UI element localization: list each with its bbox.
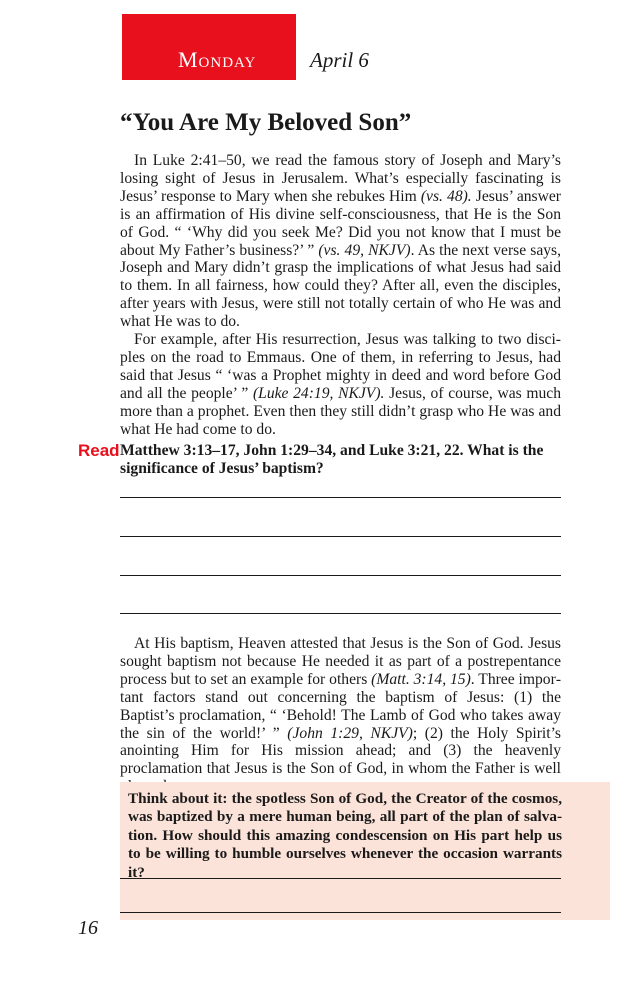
- answer-line[interactable]: [120, 536, 561, 537]
- day-label: Monday: [178, 47, 257, 72]
- lesson-body-part-2: [120, 635, 561, 796]
- day-banner: [122, 14, 296, 80]
- paragraph: [120, 635, 561, 796]
- lesson-title: “You Are My Beloved Son”: [120, 109, 412, 136]
- citation: (vs. 49, NKJV): [318, 241, 411, 259]
- page-number: 16: [78, 917, 98, 939]
- answer-line[interactable]: [120, 912, 561, 913]
- citation: (John 1:29, NKJV): [287, 724, 413, 742]
- answer-line[interactable]: [120, 613, 561, 614]
- text-run: At His baptism, Heaven attested that Jesus is the Son of God. Jesus sought baptism not because He needed it as part of a postrepentance process but to set an example for others: [120, 635, 561, 688]
- text-run: In Luke 2:41–50, we read the famous story of Joseph and Mary’s losing sight of Jesus in Jerusalem. What’s especially fascinating is Jesus’ response to Mary when she rebukes Him: [120, 152, 561, 205]
- date-label: April 6: [310, 48, 369, 72]
- read-question-text: Matthew 3:13–17, John 1:29–34, and Luke 3:21, 22. What is the significance of Jesus’ baptism?: [120, 442, 544, 477]
- answer-line[interactable]: [120, 878, 561, 879]
- paragraph: [120, 331, 561, 438]
- citation: (Matt. 3:14, 15): [371, 670, 471, 688]
- text-run: Jesus’ answer is an affirmation of His divine self-consciousness, that He is the Son of God. “ ‘Why did you seek Me? Did you not know that I must be about My Father’s business?’ ”: [120, 187, 561, 259]
- paragraph: [120, 152, 561, 331]
- text-run: For example, after His resurrection, Jesus was talking to two disciples on the road to Emmaus. One of them, in referring to Jesus, had said that Jesus “ ‘was a Prophet mighty in deed and word before God and all the people’ ”: [120, 331, 561, 402]
- text-run: Jesus, of course, was much more than a prophet. Even then they still didn’t grasp who He was and what He had come to do.: [120, 384, 562, 438]
- think-about-it-box: [120, 782, 610, 920]
- answer-line[interactable]: [120, 497, 561, 498]
- citation: (vs. 48).: [420, 187, 472, 205]
- text-run: . As the next verse says, Joseph and Mary didn’t grasp the implications of what Jesus had said to them. In all fairness, how could they? After all, even the disciples, after years with Jesus, were still not totally certain of who He was and what He was to do.: [120, 241, 561, 331]
- answer-line[interactable]: [120, 575, 561, 576]
- citation: (Luke 24:19, NKJV).: [252, 384, 385, 402]
- read-label: Read: [78, 441, 120, 460]
- text-run: ; (2) the Holy Spirit’s anointing Him for His mission ahead; and (3) the heavenly proclamation that Jesus is the Son of God, in whom the Father is well: [120, 724, 561, 778]
- think-about-it-text: Think about it: the spotless Son of God, the Creator of the cosmos, was baptized by a mere human being, all part of the plan of salvation. How should this amazing condescension on His part help us to be willing to humble ourselves whenever the occasion warrants it?: [128, 790, 562, 881]
- text-run: . Three important factors stand out concerning the baptism of Jesus: (1) the Baptist’s proclamation, “ ‘Behold! The Lamb of God who takes away the sin of the world!’ ”: [120, 670, 562, 742]
- lesson-body-part-1: [120, 152, 561, 439]
